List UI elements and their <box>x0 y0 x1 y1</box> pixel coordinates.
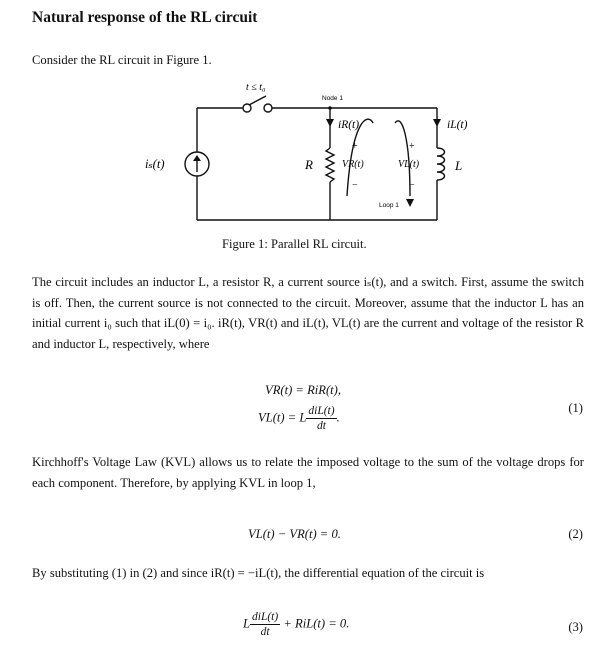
il-arrow-icon <box>433 119 441 127</box>
eq3-fraction: $\frac{\text{diL(t)}}{dt}$ <box>252 611 279 638</box>
resistor-label: R <box>305 157 313 172</box>
vl-plus: + <box>409 141 415 152</box>
eq1-lhs: VL(t) = L <box>258 410 307 425</box>
switch-label: t ≤ t₀ <box>246 82 266 93</box>
equation-3-number: (3) <box>568 620 583 634</box>
equation-1-number: (1) <box>568 401 583 415</box>
vl-minus: − <box>409 180 415 191</box>
paragraph-substitution: By substituting (1) in (2) and since iR(t) = −iL(t), the differential equation of the circuit is <box>32 566 485 580</box>
vl-label: VL(t) <box>398 159 420 170</box>
equation-1-line-1: VR(t) = RiR(t), <box>265 383 341 397</box>
vr-minus: − <box>352 180 358 191</box>
node-label: Node 1 <box>322 95 343 102</box>
il-label: iL(t) <box>447 119 468 131</box>
equation-2: VL(t) − VR(t) = 0. <box>248 527 341 541</box>
eq1-fraction: $\frac{\text{diL(t)}}{dt}$ <box>308 405 335 432</box>
figure-caption: Figure 1: Parallel RL circuit. <box>222 237 367 251</box>
ir-label: iR(t) <box>338 119 360 131</box>
equation-2-number: (2) <box>568 527 583 541</box>
vr-plus: + <box>352 141 358 152</box>
equation-3: L $\frac{\text{diL(t)}}{dt}$ + RiL(t) = 0. <box>243 611 350 638</box>
equation-1-line-2: VL(t) = L $\frac{\text{diL(t)}}{dt}$ . <box>258 405 340 432</box>
inductor-label: L <box>455 158 463 173</box>
loop-label: Loop 1 <box>379 202 399 209</box>
source-label: iₛ(t) <box>145 157 165 171</box>
loop-arrow-icon <box>406 199 414 207</box>
ir-arrow-icon <box>326 119 334 127</box>
vr-label: VR(t) <box>342 159 364 170</box>
intro-text: Consider the RL circuit in Figure 1. <box>32 53 212 67</box>
circuit-diagram <box>0 78 615 238</box>
paragraph-kvl: Kirchhoff's Voltage Law (KVL) allows us to relate the imposed voltage to the sum of the voltage drops for each component. Therefore, by applying KVL in loop 1, <box>32 455 584 490</box>
paragraph-circuit-description: The circuit includes an inductor L, a resistor R, a current source iₛ(t), and a switch. First, assume the switch is off. Then, the current source is not connected to the circuit. Moreover, assume that the inductor L has an initial current i₀ such that iL(0) = i₀. iR(t), VR(t) and iL(t), VL(t) are the current and voltage of the resistor R and inductor L, respectively, where <box>32 275 584 351</box>
page-title: Natural response of the RL circuit <box>32 9 258 26</box>
